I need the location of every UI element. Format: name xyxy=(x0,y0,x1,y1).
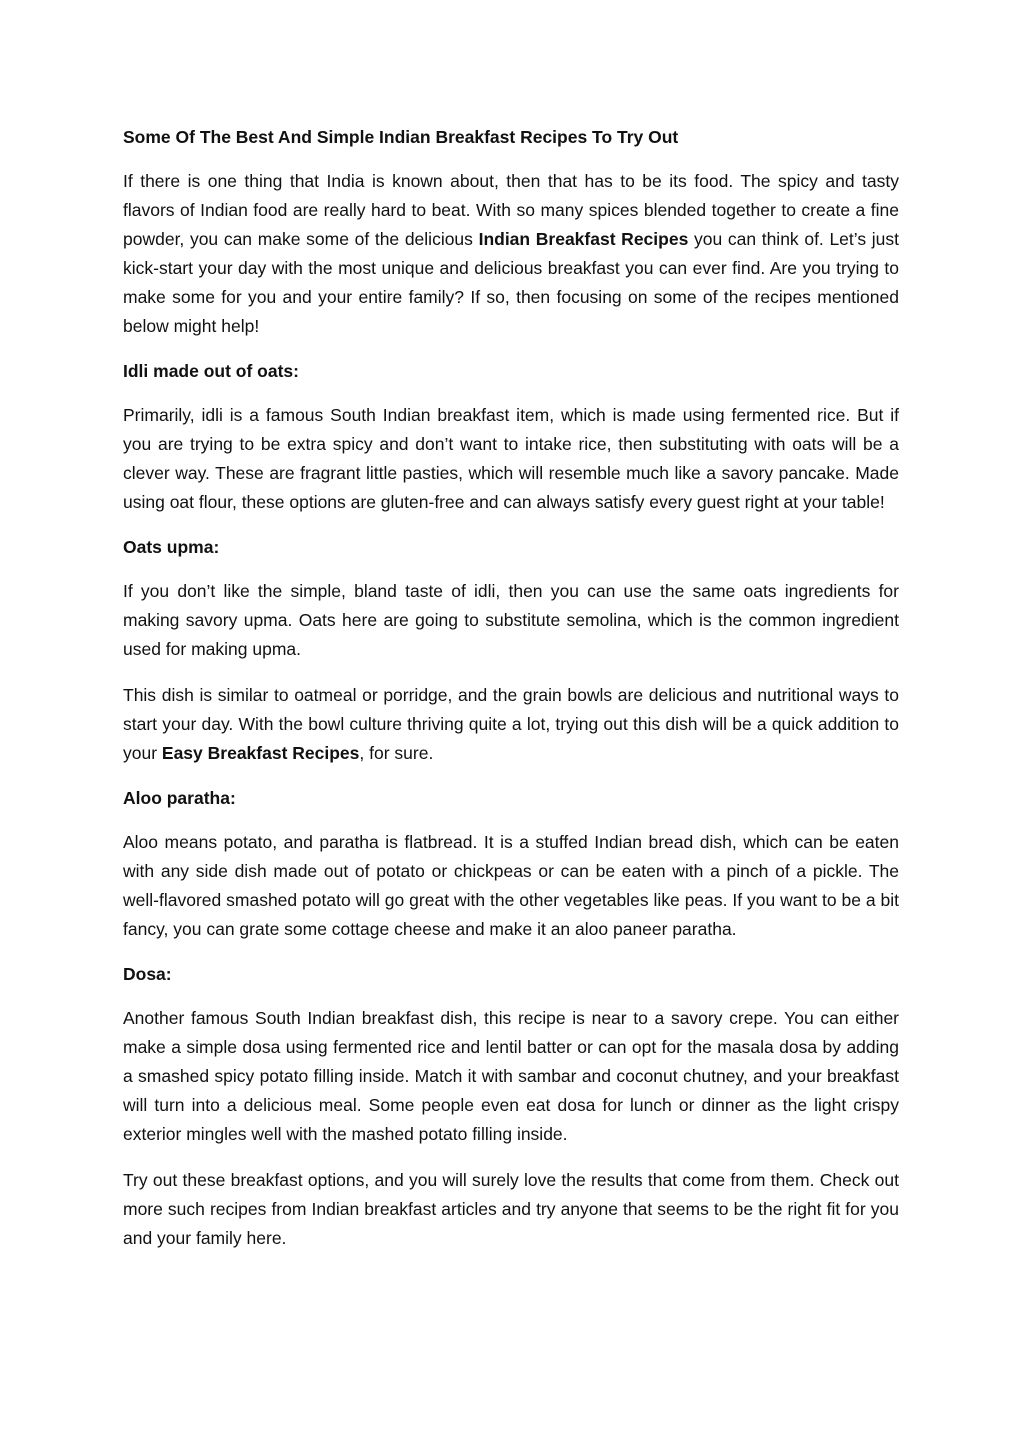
indian-breakfast-recipes-keyword: Indian Breakfast Recipes xyxy=(478,229,689,249)
section-paragraph-idli: Primarily, idli is a famous South Indian breakfast item, which is made using fermented rice. But if you are trying to be extra spicy and don’t want to intake rice, then substituting with oats will be a clever way. These are fragrant little pasties, which will resemble much like a savory pancake. Made using oat flour, these options are gluten-free and can always satisfy every guest right at your table! xyxy=(123,405,899,512)
easy-breakfast-recipes-keyword: Easy Breakfast Recipes xyxy=(161,743,360,763)
document-page xyxy=(123,124,899,1270)
section-paragraph-upma-1: If you don’t like the simple, bland taste of idli, then you can use the same oats ingredients for making savory upma. Oats here are going to substitute semolina, which is the common ingredient used for making upma. xyxy=(123,581,899,659)
intro-text-end: you can think of. Let’s just kick-start your day with the most unique and delicious breakfast you can ever find. Are you trying to make some for you and your entire family? If so, then focusing on some of the recipes mentioned below might help! xyxy=(123,229,899,336)
section-paragraph-dosa: Another famous South Indian breakfast dish, this recipe is near to a savory crepe. You can either make a simple dosa using fermented rice and lentil batter or can opt for the masala dosa by adding a smashed spicy potato filling inside. Match it with sambar and coconut chutney, and your breakfast will turn into a delicious meal. Some people even eat dosa for lunch or dinner as the light crispy exterior mingles well with the mashed potato filling inside. xyxy=(123,1008,899,1144)
section-heading-aloo-paratha: Aloo paratha: xyxy=(123,788,236,808)
section-heading-dosa: Dosa: xyxy=(123,964,172,984)
intro-text-start: If there is one thing that India is known about, then that has to be its food. The spicy and tasty flavors of Indian food are really hard to beat. With so many spices blended together to create a fine powder, you can make some of the delicious xyxy=(123,171,899,249)
section-heading-idli: Idli made out of oats: xyxy=(123,361,299,381)
upma-text-start: This dish is similar to oatmeal or porridge, and the grain bowls are delicious and nutritional ways to start your day. With the bowl culture thriving quite a lot, trying out this dish will be a quick addition to your xyxy=(123,685,899,763)
section-paragraph-upma-2 xyxy=(123,681,899,768)
document-title: Some Of The Best And Simple Indian Breakfast Recipes To Try Out xyxy=(123,127,679,147)
section-paragraph-aloo-paratha: Aloo means potato, and paratha is flatbread. It is a stuffed Indian bread dish, which can be eaten with any side dish made out of potato or chickpeas or can be eaten with a pinch of a pickle. The well-flavored smashed potato will go great with the other vegetables like peas. If you want to be a bit fancy, you can grate some cottage cheese and make it an aloo paneer paratha. xyxy=(123,832,899,939)
section-heading-upma: Oats upma: xyxy=(123,537,220,557)
closing-paragraph: Try out these breakfast options, and you will surely love the results that come from them. Check out more such recipes from Indian breakfast articles and try anyone that seems to be the right fit for you and your family here. xyxy=(123,1170,899,1248)
upma-text-end: , for sure. xyxy=(359,743,434,763)
intro-paragraph xyxy=(123,167,899,341)
